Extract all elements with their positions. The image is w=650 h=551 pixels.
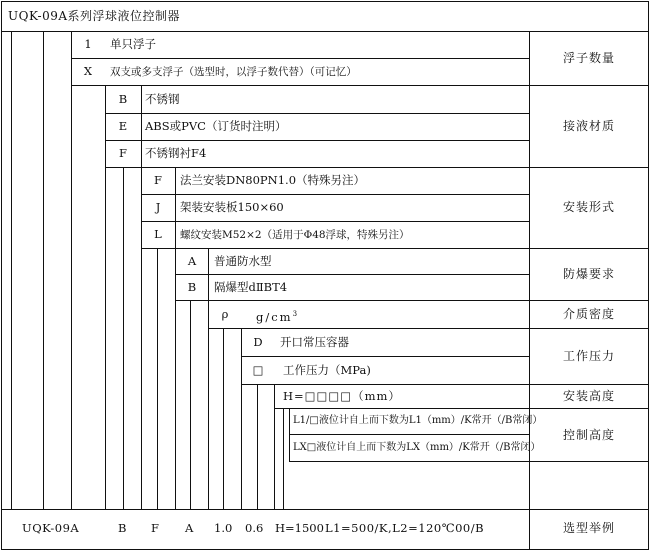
row-text: ABS或PVC（订货时注明）: [145, 119, 287, 133]
outer-border-left: [1, 1, 2, 550]
tree-line-3: [105, 85, 106, 509]
row-text: 普通防水型: [214, 254, 272, 268]
group-separator: [105, 167, 649, 168]
group-separator: [175, 300, 649, 301]
group-separator: [241, 384, 649, 385]
row-text: LX□液位计自上而下数为LX（mm）/K常开（/B常闭）: [293, 442, 541, 453]
tree-line-7: [175, 167, 176, 509]
tree-line-12: [257, 384, 258, 509]
category-mounting-type: 安装形式: [562, 200, 615, 214]
row-code: F: [119, 146, 127, 160]
row-code: 1: [84, 37, 92, 51]
row-line: [141, 194, 529, 195]
example-code: B: [118, 521, 127, 535]
group-separator: [208, 328, 649, 329]
unit-superscript: 3: [292, 310, 300, 318]
row-line: [105, 140, 529, 141]
row-line: [241, 356, 529, 357]
row-code: F: [154, 173, 162, 187]
row-line: [141, 221, 529, 222]
row-code: D: [253, 335, 263, 349]
row-text: 开口常压容器: [280, 335, 349, 349]
outer-border-right: [648, 1, 649, 550]
category-wetted-material: 接液材质: [562, 119, 615, 133]
category-explosion-proof: 防爆要求: [562, 267, 615, 281]
tree-line-4: [123, 167, 124, 509]
row-line: [289, 434, 529, 435]
page-title: UQK-09A系列浮球液位控制器: [8, 9, 181, 23]
example-code: H=1500: [275, 521, 324, 535]
tree-line-1: [43, 31, 44, 509]
example-model: UQK-09A: [22, 521, 80, 535]
row-code: J: [155, 200, 161, 214]
tree-line-8: [190, 300, 191, 509]
example-code: 1.0: [214, 521, 233, 535]
row-line: [71, 58, 529, 59]
row-code: L: [154, 227, 162, 241]
tree-line-6: [157, 248, 158, 509]
density-unit: [256, 307, 299, 324]
group-separator: [274, 408, 649, 409]
row-code: □: [252, 363, 264, 377]
row-code: X: [83, 64, 93, 78]
row-code: B: [118, 92, 128, 106]
row-text: 不锈钢衬F4: [145, 146, 207, 160]
group-separator: [71, 85, 649, 86]
group-separator: [141, 248, 649, 249]
row-code: E: [118, 119, 128, 133]
category-control-height: 控制高度: [562, 428, 615, 442]
example-code: L1=500/K,L2=120℃00/B: [325, 521, 485, 535]
row-text: 隔爆型dⅡBT4: [214, 280, 288, 294]
outer-border-top: [1, 1, 649, 2]
tree-line-9: [208, 248, 209, 509]
category-selection-example: 选型举例: [562, 521, 615, 535]
row-code: A: [187, 254, 197, 268]
row-text: 单只浮子: [110, 37, 156, 51]
row-text: 工作压力（MPa): [283, 363, 371, 377]
row-code: B: [187, 280, 197, 294]
category-column-border: [529, 31, 530, 550]
category-mounting-height: 安装高度: [562, 389, 615, 403]
row-text: g/cm: [256, 310, 293, 324]
outer-border-bottom: [1, 549, 649, 550]
row-code: ρ: [221, 307, 229, 321]
tree-line-14: [283, 408, 284, 509]
row-line: [175, 274, 529, 275]
row-line: [105, 113, 529, 114]
row-text: 法兰安装DN80PN1.0（特殊另注）: [180, 173, 366, 187]
category-working-pressure: 工作压力: [562, 349, 615, 363]
category-float-count: 浮子数量: [562, 51, 615, 65]
tree-line-0: [11, 31, 12, 509]
row-text: 不锈钢: [145, 92, 180, 106]
tree-line-10: [223, 328, 224, 509]
row-text: 双支或多支浮子（选型时，以浮子数代替）（可记忆）: [110, 66, 357, 78]
row-text: 螺纹安装M52×2（适用于Φ48浮球，特殊另注）: [180, 229, 410, 241]
example-code: 0.6: [245, 521, 264, 535]
row-text: L1/□液位计自上而下数为L1（mm）/K常开（/B常闭）: [293, 415, 543, 426]
example-code: F: [151, 521, 159, 535]
example-separator: [1, 509, 649, 510]
tree-line-2: [71, 31, 72, 509]
row-text: 架装安装板150×60: [180, 200, 284, 214]
title-separator: [1, 31, 649, 32]
group-separator: [289, 461, 649, 462]
example-code: A: [185, 521, 194, 535]
tree-line-13: [274, 384, 275, 509]
tree-line-5: [141, 85, 142, 509]
row-text: H=□□□□（mm）: [283, 389, 401, 403]
category-medium-density: 介质密度: [562, 307, 615, 321]
